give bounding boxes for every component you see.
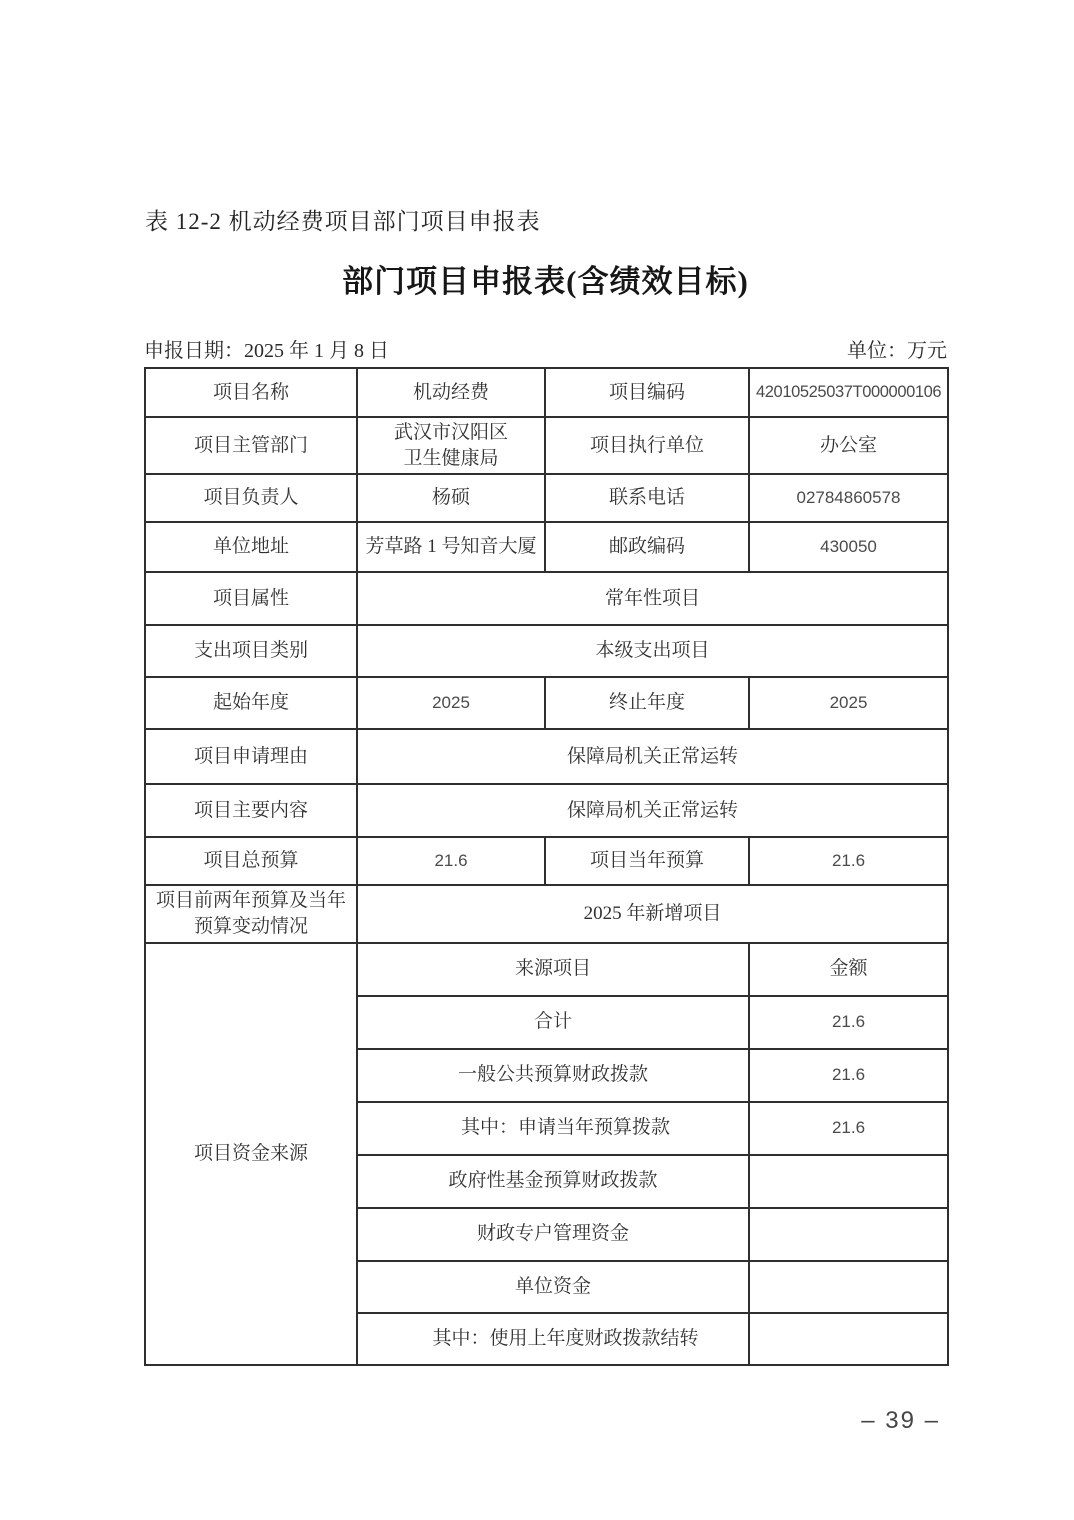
- phone-value: 02784860578: [749, 474, 948, 522]
- unit-label: 单位：万元: [847, 340, 947, 362]
- address-label: 单位地址: [145, 522, 357, 572]
- year-budget-value: 21.6: [749, 837, 948, 885]
- supervisor-dept-value: 武汉市汉阳区 卫生健康局: [357, 417, 545, 474]
- project-code-value: 42010525037T000000106: [749, 368, 948, 417]
- project-code-label: 项目编码: [545, 368, 749, 417]
- funding-header-amount: 金额: [749, 943, 948, 996]
- funding-row-amount: 21.6: [749, 996, 948, 1049]
- funding-row-amount: 21.6: [749, 1102, 948, 1155]
- row-supervisor-dept: [145, 417, 948, 474]
- funding-row-amount: [749, 1313, 948, 1365]
- row-content: [145, 784, 948, 837]
- row-budget: [145, 837, 948, 885]
- postcode-label: 邮政编码: [545, 522, 749, 572]
- content-value: 保障局机关正常运转: [357, 784, 948, 837]
- meta-row: [144, 334, 947, 363]
- funding-row-label: 单位资金: [357, 1261, 749, 1313]
- row-attribute: [145, 572, 948, 625]
- prev-budget-value: 2025 年新增项目: [357, 885, 948, 942]
- postcode-value: 430050: [749, 522, 948, 572]
- row-project-name: [145, 368, 948, 417]
- project-name-value: 机动经费: [357, 368, 545, 417]
- start-year-label: 起始年度: [145, 677, 357, 729]
- funding-row-amount: [749, 1261, 948, 1313]
- page-number: – 39 –: [861, 1407, 940, 1434]
- funding-row-label: 政府性基金预算财政拨款: [357, 1155, 749, 1208]
- executor-value: 办公室: [749, 417, 948, 474]
- manager-label: 项目负责人: [145, 474, 357, 522]
- funding-row-label: 其中：使用上年度财政拨款结转: [357, 1313, 749, 1365]
- declare-date: 申报日期：2025 年 1 月 8 日: [144, 340, 389, 362]
- attribute-value: 常年性项目: [357, 572, 948, 625]
- funding-row-label: 其中：申请当年预算拨款: [357, 1102, 749, 1155]
- total-budget-label: 项目总预算: [145, 837, 357, 885]
- row-category: [145, 625, 948, 677]
- prev-budget-label: 项目前两年预算及当年 预算变动情况: [145, 885, 357, 942]
- reason-value: 保障局机关正常运转: [357, 729, 948, 784]
- content-label: 项目主要内容: [145, 784, 357, 837]
- project-name-label: 项目名称: [145, 368, 357, 417]
- funding-row-label: 合计: [357, 996, 749, 1049]
- reason-label: 项目申请理由: [145, 729, 357, 784]
- total-budget-value: 21.6: [357, 837, 545, 885]
- page-title: 部门项目申报表(含绩效目标): [342, 264, 749, 299]
- manager-value: 杨硕: [357, 474, 545, 522]
- funding-row-amount: [749, 1208, 948, 1261]
- executor-label: 项目执行单位: [545, 417, 749, 474]
- funding-row-amount: [749, 1155, 948, 1208]
- start-year-value: 2025: [357, 677, 545, 729]
- funding-row-amount: 21.6: [749, 1049, 948, 1102]
- row-years: [145, 677, 948, 729]
- funding-section-label: 项目资金来源: [145, 943, 357, 1365]
- table-caption: 表 12-2 机动经费项目部门项目申报表: [145, 209, 541, 234]
- row-manager: [145, 474, 948, 522]
- category-label: 支出项目类别: [145, 625, 357, 677]
- end-year-value: 2025: [749, 677, 948, 729]
- row-prev-budget: [145, 885, 948, 942]
- row-reason: [145, 729, 948, 784]
- row-funding-header: [145, 943, 948, 996]
- phone-label: 联系电话: [545, 474, 749, 522]
- funding-header-source: 来源项目: [357, 943, 749, 996]
- attribute-label: 项目属性: [145, 572, 357, 625]
- supervisor-dept-label: 项目主管部门: [145, 417, 357, 474]
- address-value: 芳草路 1 号知音大厦: [357, 522, 545, 572]
- application-form-table: [144, 367, 949, 1366]
- end-year-label: 终止年度: [545, 677, 749, 729]
- funding-row-label: 财政专户管理资金: [357, 1208, 749, 1261]
- category-value: 本级支出项目: [357, 625, 948, 677]
- row-address: [145, 522, 948, 572]
- year-budget-label: 项目当年预算: [545, 837, 749, 885]
- funding-row-label: 一般公共预算财政拨款: [357, 1049, 749, 1102]
